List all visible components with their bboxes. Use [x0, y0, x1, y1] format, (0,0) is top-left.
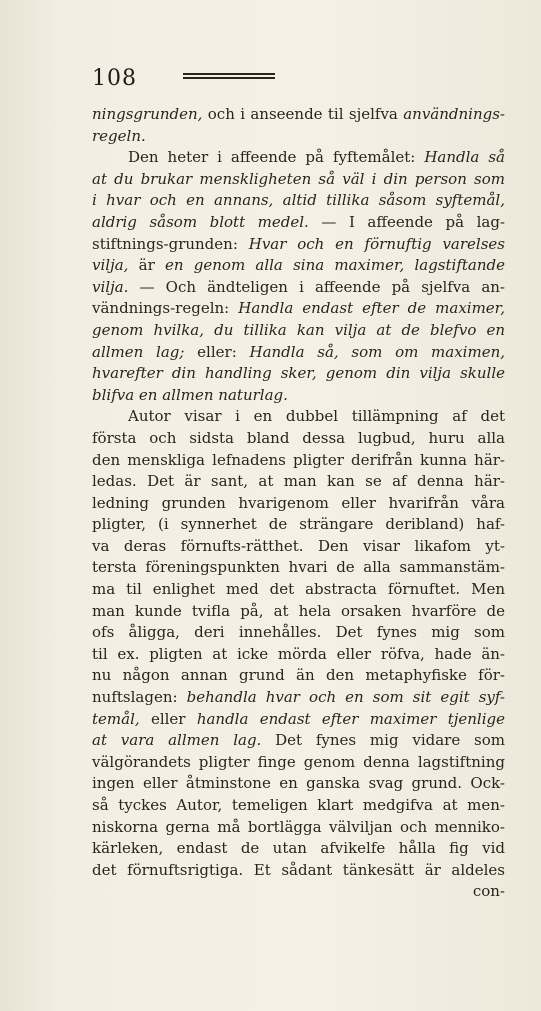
text-run: ledning grunden hvarigenom eller hvarifrån våra — [92, 493, 505, 512]
italic-text: en genom alla sina maximer, lagstiftande — [165, 256, 505, 275]
text-run: pligter, (i synnerhet de strängare deribland) haf- — [92, 515, 505, 534]
text-line — [92, 665, 505, 687]
text-line — [92, 860, 505, 882]
italic-text: användnings- — [403, 105, 505, 123]
text-line — [92, 514, 505, 536]
text-line — [92, 234, 505, 256]
text-run: niskorna gerna må bortlägga välviljan och menniko- — [92, 817, 505, 836]
text-line — [92, 881, 505, 903]
text-run: och i anseende til sjelfva — [202, 105, 404, 123]
text-run: välgörandets pligter finge genom denna lagstiftning — [92, 752, 505, 771]
text-line — [92, 212, 505, 234]
text-line — [92, 320, 505, 342]
text-run: så tyckes Autor, temeligen klart medgifva at men- — [92, 796, 505, 814]
text-line — [92, 169, 505, 191]
italic-text: handla endast efter maximer tjenlige — [196, 709, 505, 728]
text-line — [92, 795, 505, 817]
italic-text: Hvar och en förnuftig varelses — [248, 234, 505, 253]
page-header — [92, 66, 487, 90]
text-run: den menskliga lefnadens pligter derifrån kunna här- — [92, 450, 505, 469]
text-run: con- — [472, 882, 505, 901]
body-text — [92, 104, 505, 903]
text-line — [92, 190, 505, 212]
text-line — [92, 838, 505, 860]
text-line — [92, 126, 505, 148]
text-line — [92, 622, 505, 644]
text-run: va deras förnufts-rätthet. Den visar likafom yt- — [92, 536, 505, 555]
italic-text: Handla endast efter de maximer, — [238, 299, 505, 318]
text-run: eller — [139, 709, 197, 728]
italic-text: i hvar och en annans, altid tillika såsom syftemål, — [92, 191, 505, 210]
italic-text: regeln. — [92, 126, 146, 145]
italic-text: hvarefter din handling sker, genom din vilja skulle — [92, 364, 505, 383]
text-run: tersta föreningspunkten hvari de alla sammanstäm- — [92, 558, 505, 577]
text-line — [92, 255, 505, 277]
text-line — [92, 687, 505, 709]
text-run: är — [128, 256, 166, 275]
italic-text: temål, — [92, 709, 140, 728]
text-run: nu någon annan grund än den metaphyfiske för- — [92, 666, 505, 685]
text-line — [92, 342, 505, 364]
text-run: Autor visar i en dubbel tillämpning af det — [128, 407, 505, 426]
text-run: ma til enlighet med det abstracta förnuftet. Men — [92, 580, 505, 599]
italic-text: ningsgrunden, — [92, 105, 203, 123]
page-number: 108 — [92, 65, 137, 91]
text-run: til ex. pligten at icke mörda eller röfva, hade än- — [92, 644, 505, 663]
text-run: det förnuftsrigtiga. Et sådant tänkesätt är aldeles — [92, 860, 505, 879]
text-run: nuftslagen: — [92, 688, 187, 707]
text-line — [92, 817, 505, 839]
text-line — [92, 557, 505, 579]
text-line — [92, 363, 505, 385]
italic-text: blifva en allmen naturlag. — [92, 385, 288, 404]
italic-text: Handla så — [424, 148, 505, 167]
text-run: kärleken, endast de utan afvikelfe hålla fig vid — [92, 839, 505, 858]
text-line — [92, 428, 505, 450]
italic-text: Handla så, som om maximen, — [249, 342, 506, 361]
text-run: — Och ändteligen i affeende på sjelfva an- — [128, 277, 505, 296]
text-line — [92, 450, 505, 472]
header-rule — [183, 73, 275, 79]
italic-text: aldrig såsom blott medel. — [92, 212, 309, 231]
italic-text: behandla hvar och en som sit egit syf- — [186, 688, 505, 707]
text-run: man kunde tvifla på, at hela orsaken hvarföre de — [92, 601, 505, 620]
text-line — [92, 536, 505, 558]
text-line — [92, 406, 505, 428]
text-run: vändnings-regeln: — [92, 299, 239, 318]
text-line — [92, 298, 505, 320]
italic-text: at du brukar menskligheten så väl i din person som — [92, 169, 505, 188]
text-line — [92, 385, 505, 407]
text-line — [92, 104, 505, 126]
text-line — [92, 277, 505, 299]
text-run: — I affeende på lag- — [308, 212, 505, 231]
text-line — [92, 471, 505, 493]
text-run: stiftnings-grunden: — [92, 234, 249, 253]
italic-text: genom hvilka, du tillika kan vilja at de blefvo en — [92, 320, 505, 339]
text-run: ledas. Det är sant, at man kan se af denna här- — [92, 472, 505, 491]
text-run: ingen eller åtminstone en ganska svag grund. Ock- — [92, 774, 505, 793]
text-line — [92, 773, 505, 795]
text-line — [92, 493, 505, 515]
text-line — [92, 752, 505, 774]
italic-text: vilja, — [92, 256, 129, 275]
text-line — [92, 644, 505, 666]
italic-text: vilja. — [92, 277, 129, 296]
text-line — [92, 730, 505, 752]
text-line — [92, 147, 505, 169]
text-run: ofs åligga, deri innehålles. Det fynes mig som — [92, 623, 505, 642]
italic-text: allmen lag; — [92, 342, 185, 361]
text-run: första och sidsta bland dessa lugbud, huru alla — [92, 428, 505, 447]
italic-text: at vara allmen lag. — [92, 731, 262, 750]
text-line — [92, 601, 505, 623]
text-run: Den heter i affeende på fyftemålet: — [128, 148, 425, 167]
text-run: eller: — [184, 342, 250, 361]
text-line — [92, 709, 505, 731]
text-run: Det fynes mig vidare som — [261, 731, 505, 750]
text-line — [92, 579, 505, 601]
